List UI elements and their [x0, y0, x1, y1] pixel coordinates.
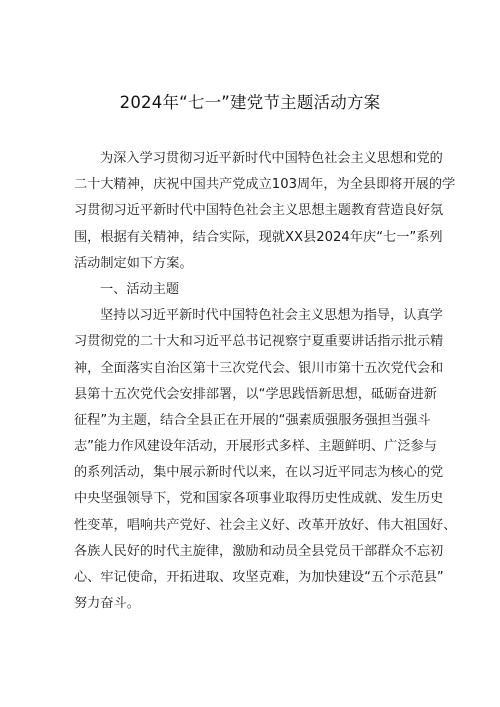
- paragraph-2-line-7: 的系列活动，集中展示新时代以来，在以习近平同志为核心的党: [74, 465, 444, 481]
- paragraph-2-line-11: 心、牢记使命，开拓进取、攻坚克难，为加快建设“五个示范县”: [74, 570, 444, 585]
- paragraph-1-line-2: 二十大精神，庆祝中国共产党成立103周年，为全县即将开展的学: [74, 177, 456, 193]
- paragraph-2-line-9: 性变革，唱响共产党好、社会主义好、改革开放好、伟大祖国好、: [74, 517, 457, 533]
- section-heading-1: 一、活动主题: [100, 281, 180, 297]
- paragraph-1-line-3: 习贯彻习近平新时代中国特色社会主义思想主题教育营造良好氛: [74, 203, 444, 219]
- paragraph-2-line-3: 神，全面落实自治区第十三次党代会、银川市第十五次党代会和: [74, 360, 444, 376]
- paragraph-1-line-1: 为深入学习贯彻习近平新时代中国特色社会主义思想和党的: [100, 151, 443, 166]
- document-body: [74, 146, 457, 617]
- paragraph-2-line-12: 努力奋斗。: [74, 596, 140, 612]
- paragraph-2-line-6: 志”能力作风建设年活动，开展形式多样、主题鲜明、广泛参与: [74, 439, 437, 455]
- paragraph-2-line-4: 县第十五次党代会安排部署，以“学思践悟新思想，砥砺奋进新: [74, 386, 437, 402]
- paragraph-2-line-8: 中央坚强领导下，党和国家各项事业取得历史性成就、发生历史: [74, 491, 444, 507]
- document-title: 2024年“七一”建党节主题活动方案: [119, 93, 381, 112]
- paragraph-1-line-4: 围，根据有关精神，结合实际，现就XX县2024年庆“七一”系列: [74, 229, 443, 245]
- paragraph-2-line-5: 征程”为主题，结合全县正在开展的“强素质强服务强担当强斗: [74, 412, 431, 428]
- paragraph-2-line-10: 各族人民好的时代主旋律，激励和动员全县党员干部群众不忘初: [74, 543, 444, 559]
- paragraph-2-line-1: 坚持以习近平新时代中国特色社会主义思想为指导，认真学: [100, 308, 443, 324]
- paragraph-2-line-2: 习贯彻党的二十大和习近平总书记视察宁夏重要讲话指示批示精: [74, 334, 444, 350]
- paragraph-1-line-5: 活动制定如下方案。: [74, 255, 193, 271]
